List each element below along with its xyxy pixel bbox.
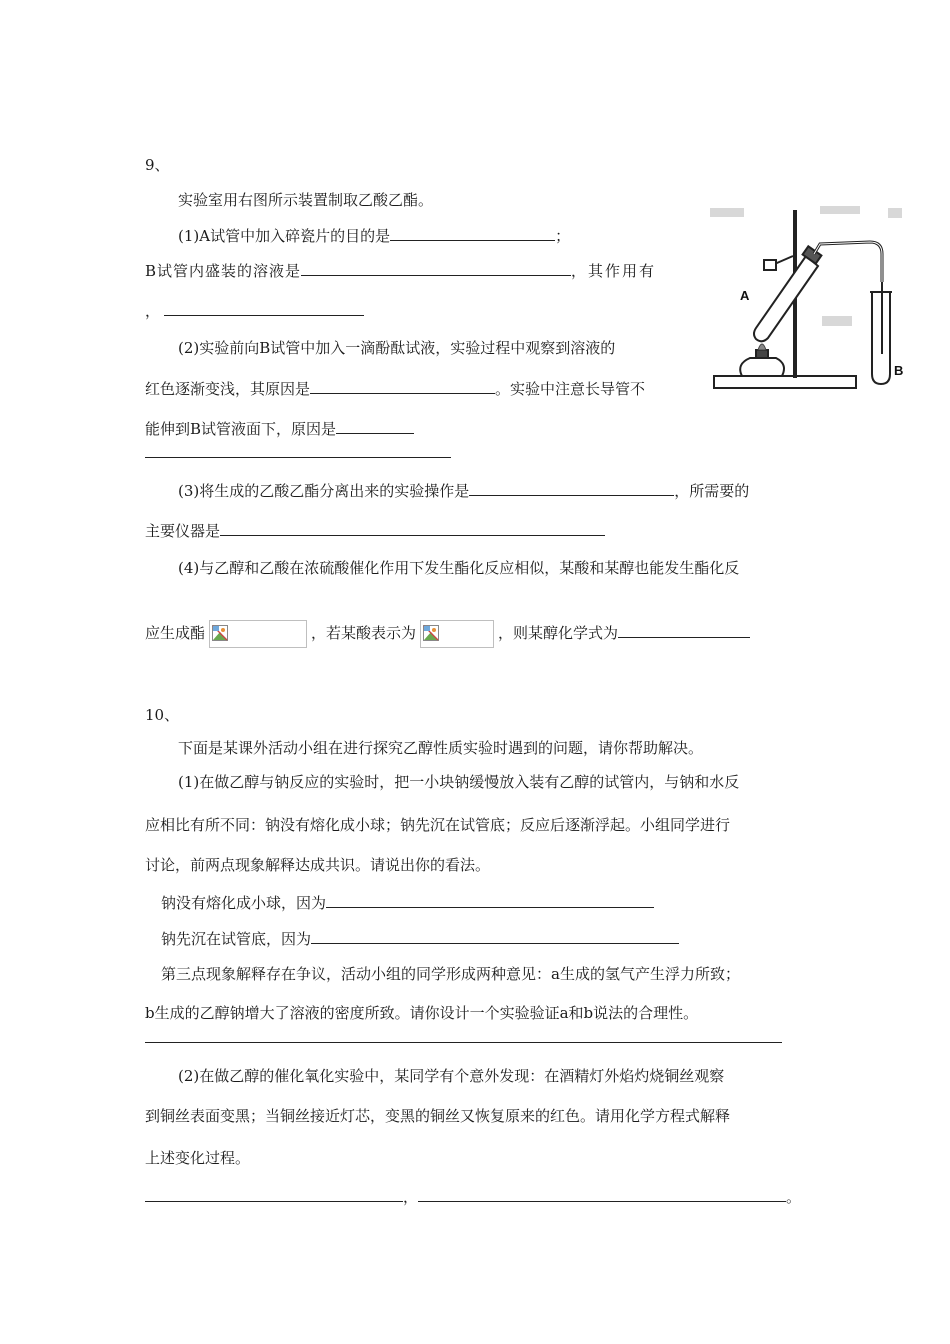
broken-image-acid	[420, 620, 494, 648]
answer-blank[interactable]	[220, 520, 605, 536]
q10-reason1	[161, 892, 654, 913]
answer-blank[interactable]	[310, 378, 495, 394]
q10-part2-line1: (2)在做乙醇的催化氧化实验中，某同学有个意外发现：在酒精灯外焰灼烧铜丝观察	[178, 1067, 725, 1085]
q9-part3-line2	[145, 520, 605, 541]
q9-part1-text: (1)A试管中加入碎瓷片的目的是	[178, 227, 391, 245]
question-10-intro: 下面是某课外活动小组在进行探究乙醇性质实验时遇到的问题，请你帮助解决。	[178, 739, 704, 757]
q10-equations-line	[145, 1186, 801, 1207]
delivery-tube	[814, 242, 882, 282]
answer-line[interactable]	[145, 457, 451, 458]
q9-part2-line1: (2)实验前向B试管中加入一滴酚酞试液，实验过程中观察到溶液的	[178, 339, 616, 357]
q10-part1-line3: 讨论，前两点现象解释达成共识。请说出你的看法。	[145, 856, 491, 874]
q9-part1-line2	[145, 260, 656, 281]
q9-part3-text-end: ，所需要的	[674, 482, 750, 500]
equation-blank-1[interactable]	[145, 1186, 403, 1202]
answer-blank[interactable]	[336, 418, 414, 434]
q9-part4-text-3: ，则某醇化学式为	[498, 624, 619, 642]
q9-part3-line1	[178, 480, 749, 501]
q9-part2-text-b-end: 。实验中注意长导管不	[495, 380, 646, 398]
q10-part1-line5: b生成的乙醇钠增大了溶液的密度所致。请你设计一个实验验证a和b说法的合理性。	[145, 1004, 699, 1022]
question-9-intro: 实验室用右图所示装置制取乙酸乙酯。	[178, 191, 434, 209]
answer-blank[interactable]	[326, 892, 654, 908]
question-9-number: 9、	[145, 156, 170, 174]
stand-base	[714, 376, 856, 388]
question-10-number: 10、	[145, 706, 180, 724]
q9-part1-semicolon: ；	[555, 227, 571, 245]
q9-part1-line3	[145, 300, 364, 321]
q10-part2-line3: 上述变化过程。	[145, 1149, 251, 1167]
q10-part1-line1: (1)在做乙醇与钠反应的实验时，把一小块钠缓慢放入装有乙醇的试管内，与钠和水反	[178, 773, 740, 791]
q9-part1-comma: ，	[145, 302, 161, 320]
q9-part4-text-1: 应生成酯	[145, 624, 206, 642]
q10-part1-line4: 第三点现象解释存在争议，活动小组的同学形成两种意见：a生成的氢气产生浮力所致；	[161, 965, 740, 983]
answer-blank[interactable]	[469, 480, 674, 496]
q9-part1-text-b: B试管内盛装的溶液是	[145, 262, 302, 280]
q9-part2-text-c: 能伸到B试管液面下，原因是	[145, 420, 337, 438]
figure-label-a: A	[740, 288, 750, 303]
q10-equation-end: 。	[786, 1188, 802, 1206]
q9-part2-text-b: 红色逐渐变浅，其原因是	[145, 380, 311, 398]
broken-image-ester	[209, 620, 307, 648]
q10-reason1-text: 钠没有熔化成小球，因为	[161, 894, 327, 912]
figure-label-b: B	[894, 363, 904, 378]
answer-blank[interactable]	[618, 622, 750, 638]
answer-blank[interactable]	[164, 300, 364, 316]
q9-part1-text-b-end: ，其作用有	[571, 262, 657, 280]
q10-part2-line2: 到铜丝表面变黑；当铜丝接近灯芯，变黑的铜丝又恢复原来的红色。请用化学方程式解释	[145, 1107, 731, 1125]
q9-part3-text: (3)将生成的乙酸乙酯分离出来的实验操作是	[178, 482, 470, 500]
q9-part2-line2	[145, 378, 645, 399]
answer-blank[interactable]	[390, 225, 555, 241]
q10-reason2-text: 钠先沉在试管底，因为	[161, 930, 312, 948]
answer-blank[interactable]	[311, 928, 679, 944]
q10-part1-line2: 应相比有所不同：钠没有熔化成小球；钠先沉在试管底；反应后逐渐浮起。小组同学进行	[145, 816, 731, 834]
alcohol-lamp	[740, 344, 784, 376]
clamp	[764, 256, 793, 270]
q9-part4-text-2: ，若某酸表示为	[311, 624, 417, 642]
q9-part1-line1	[178, 225, 570, 246]
answer-blank[interactable]	[301, 260, 571, 276]
q9-part4-line2	[145, 618, 750, 648]
equation-blank-2[interactable]	[418, 1186, 786, 1202]
q10-reason2	[161, 928, 679, 949]
q9-part3-text-b: 主要仪器是	[145, 522, 221, 540]
q9-part2-line3	[145, 418, 414, 439]
broken-image-icon	[212, 625, 228, 641]
answer-line[interactable]	[145, 1042, 782, 1043]
apparatus-figure	[710, 204, 910, 394]
q10-equation-separator: ，	[403, 1188, 419, 1206]
q9-part4-line1: (4)与乙醇和乙酸在浓硫酸催化作用下发生酯化反应相似，某酸和某醇也能发生酯化反	[178, 559, 740, 577]
broken-image-icon	[423, 625, 439, 641]
